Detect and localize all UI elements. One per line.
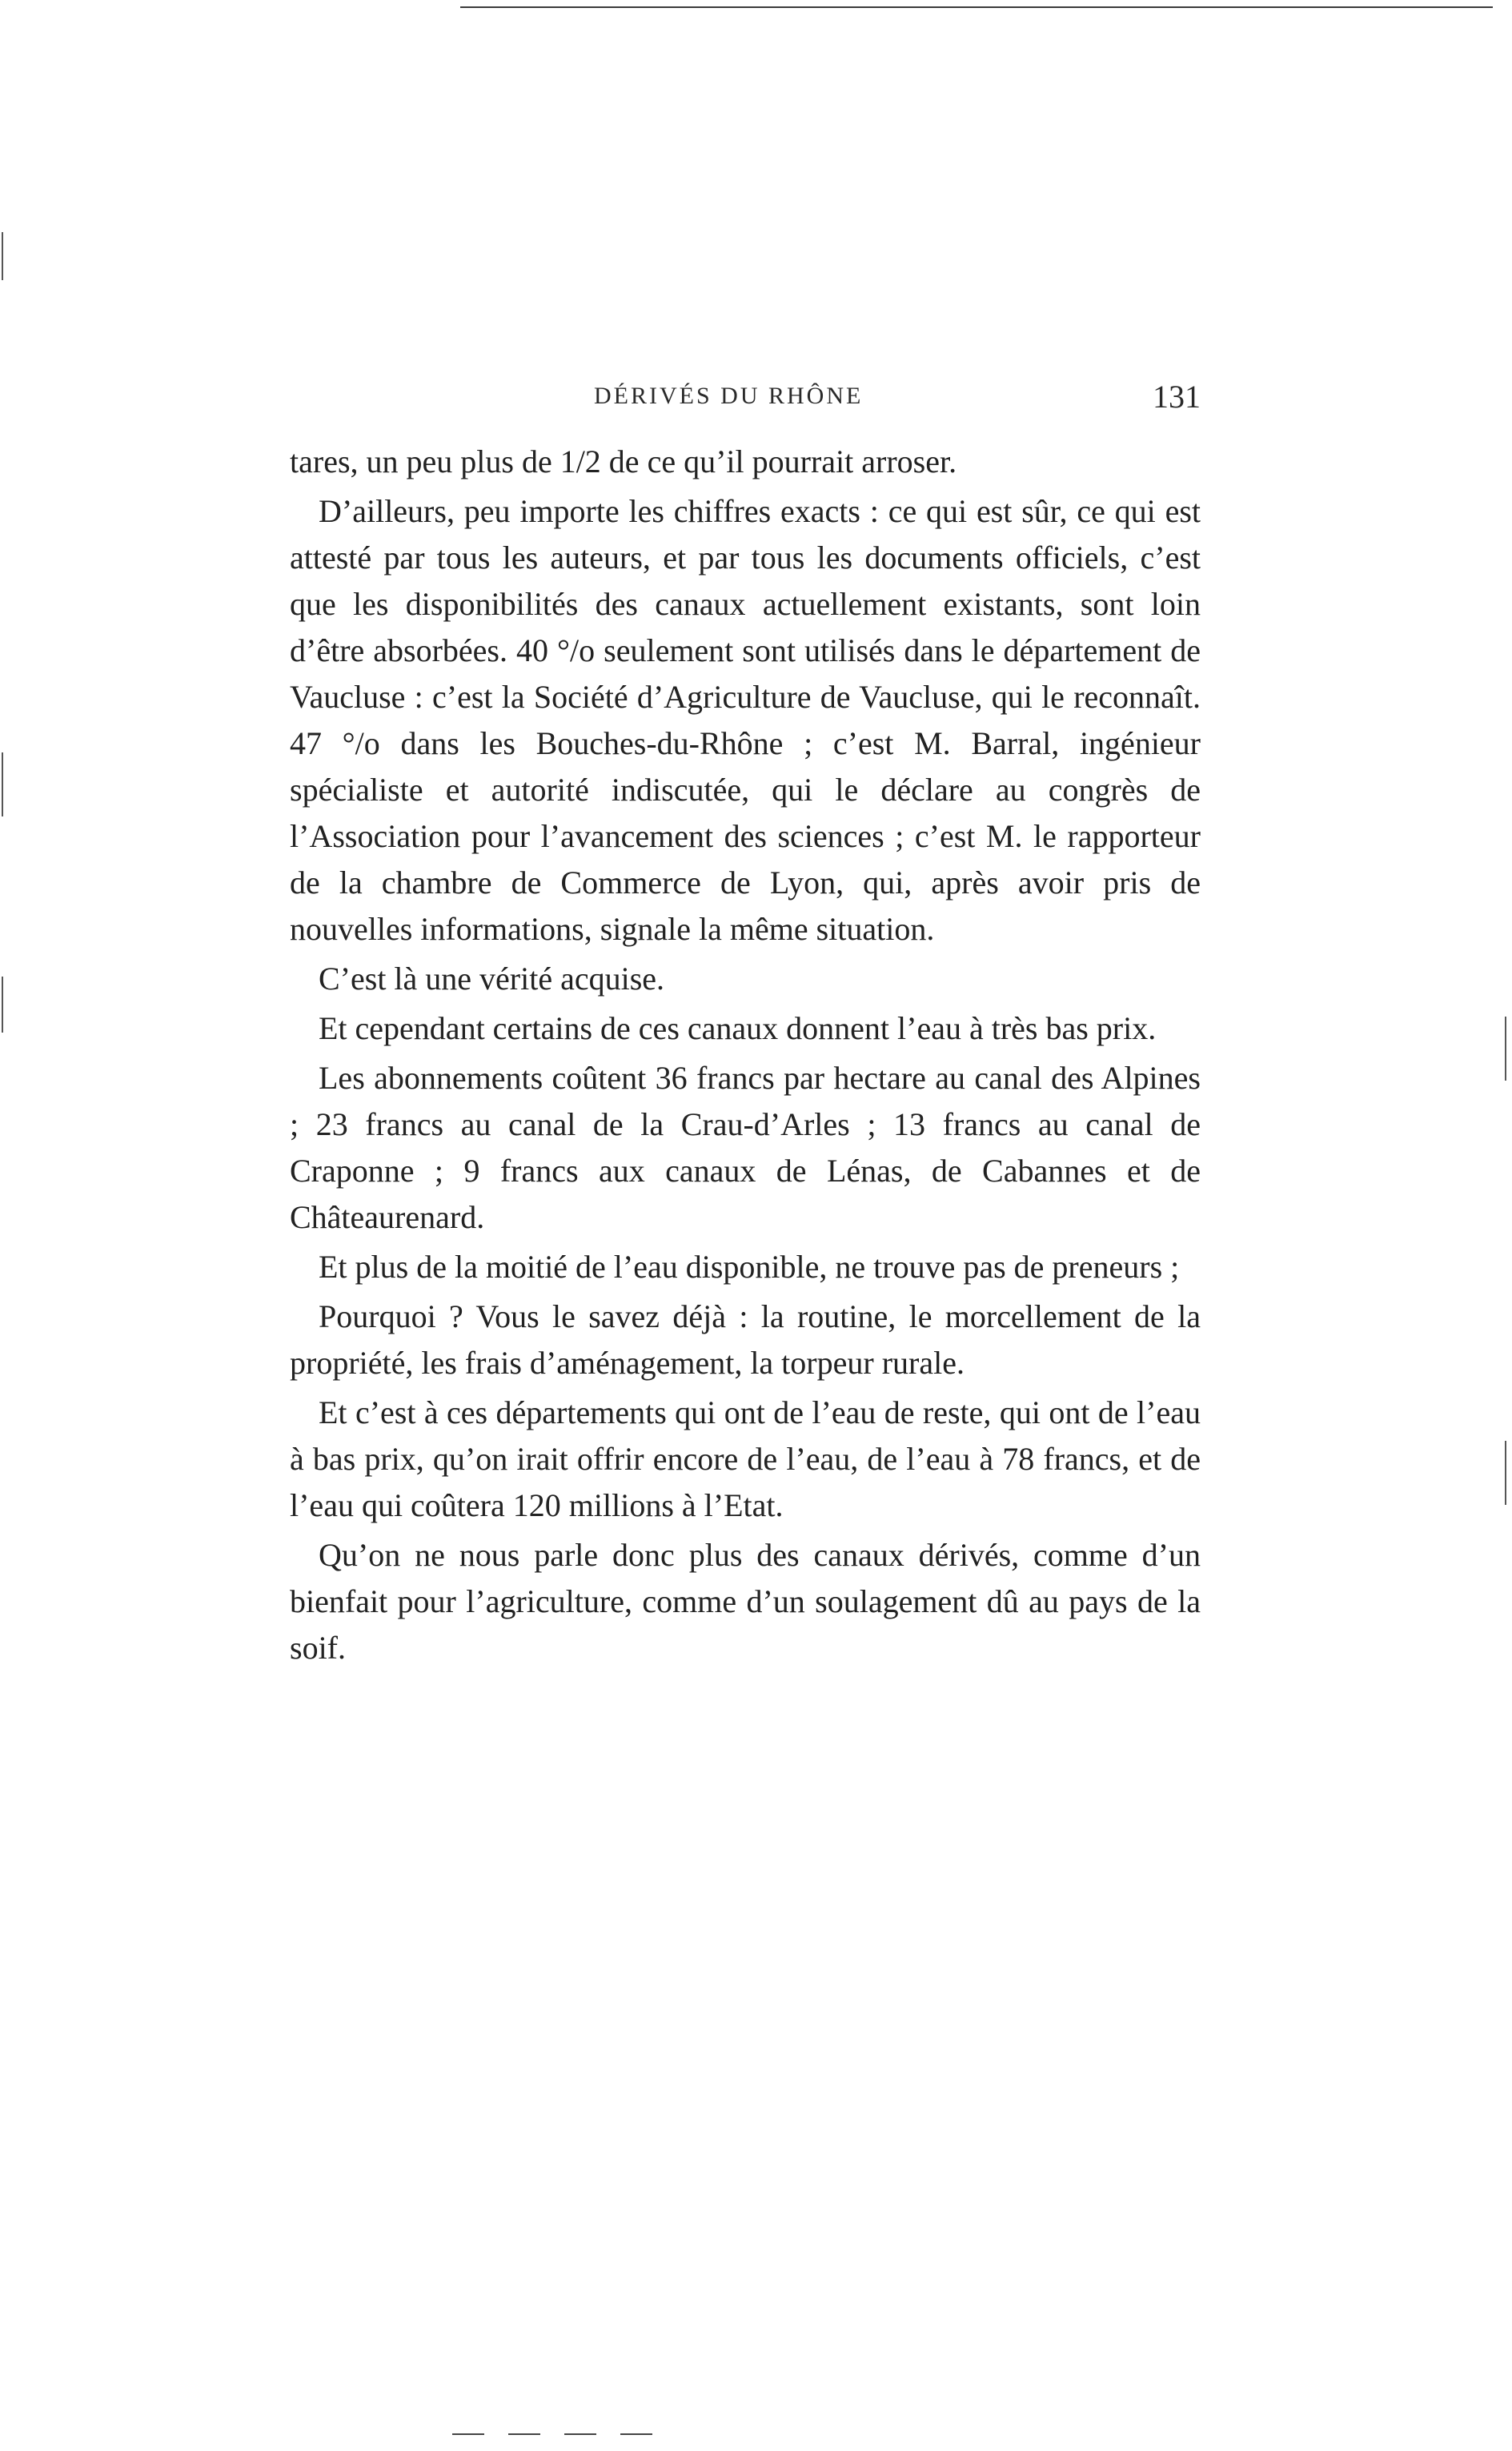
running-title: DÉRIVÉS DU RHÔNE [594, 383, 864, 409]
scan-left-mark [2, 977, 3, 1033]
scan-bottom-dash [452, 2433, 484, 2435]
paragraph: Les abonnements coûtent 36 francs par hectare au canal des Alpines ; 23 francs au canal de la Crau-d’Arles ; 13 francs au canal de Craponne ; 9 francs aux canaux de Lénas, de Cabannes et de Châteaurenard. [290, 1060, 1201, 1235]
scan-right-mark [1505, 1441, 1506, 1505]
running-head [296, 379, 1201, 431]
body-text [290, 439, 1201, 1675]
paragraph: C’est là une vérité acquise. [319, 961, 665, 997]
page-number: 131 [1153, 379, 1201, 415]
paragraph: Et plus de la moitié de l’eau disponible, ne trouve pas de preneurs ; [319, 1249, 1180, 1285]
scan-left-mark [2, 752, 3, 816]
scan-right-mark [1505, 1017, 1506, 1081]
paragraph: tares, un peu plus de 1/2 de ce qu’il pourrait arroser. [290, 443, 957, 479]
paragraph: Et cependant certains de ces canaux donnent l’eau à très bas prix. [319, 1010, 1157, 1046]
paragraph: Pourquoi ? Vous le savez déjà : la routine, le morcellement de la propriété, les frais d’aménagement, la torpeur rurale. [290, 1298, 1201, 1381]
paragraph: Qu’on ne nous parle donc plus des canaux dérivés, comme d’un bienfait pour l’agriculture, comme d’un soulagement dû au pays de la soif. [290, 1537, 1201, 1666]
scan-bottom-dash [620, 2433, 652, 2435]
scan-top-rule [460, 6, 1493, 8]
scan-bottom-dash [564, 2433, 596, 2435]
paragraph: Et c’est à ces départements qui ont de l’eau de reste, qui ont de l’eau à bas prix, qu’on irait offrir encore de l’eau, de l’eau à 78 francs, et de l’eau qui coûtera 120 millions à l’Etat. [290, 1394, 1201, 1523]
scan-left-mark [2, 232, 3, 280]
paragraph: D’ailleurs, peu importe les chiffres exacts : ce qui est sûr, ce qui est attesté par tous les auteurs, et par tous les documents officiels, c’est que les disponibilités des canaux actuellement existants, sont loin d’être absorbées. 40 °/o seulement sont utilisés dans le département de Vaucluse : c’est la Société d’Agriculture de Vaucluse, qui le reconnaît. 47 °/o dans les Bouches-du-Rhône ; c’est M. Barral, ingénieur spécialiste et autorité indiscutée, qui le déclare au congrès de l’Association pour l’avancement des sciences ; c’est M. le rapporteur de la chambre de Commerce de Lyon, qui, après avoir pris de nouvelles informations, signale la même situation. [290, 493, 1201, 947]
scan-bottom-dash [508, 2433, 540, 2435]
